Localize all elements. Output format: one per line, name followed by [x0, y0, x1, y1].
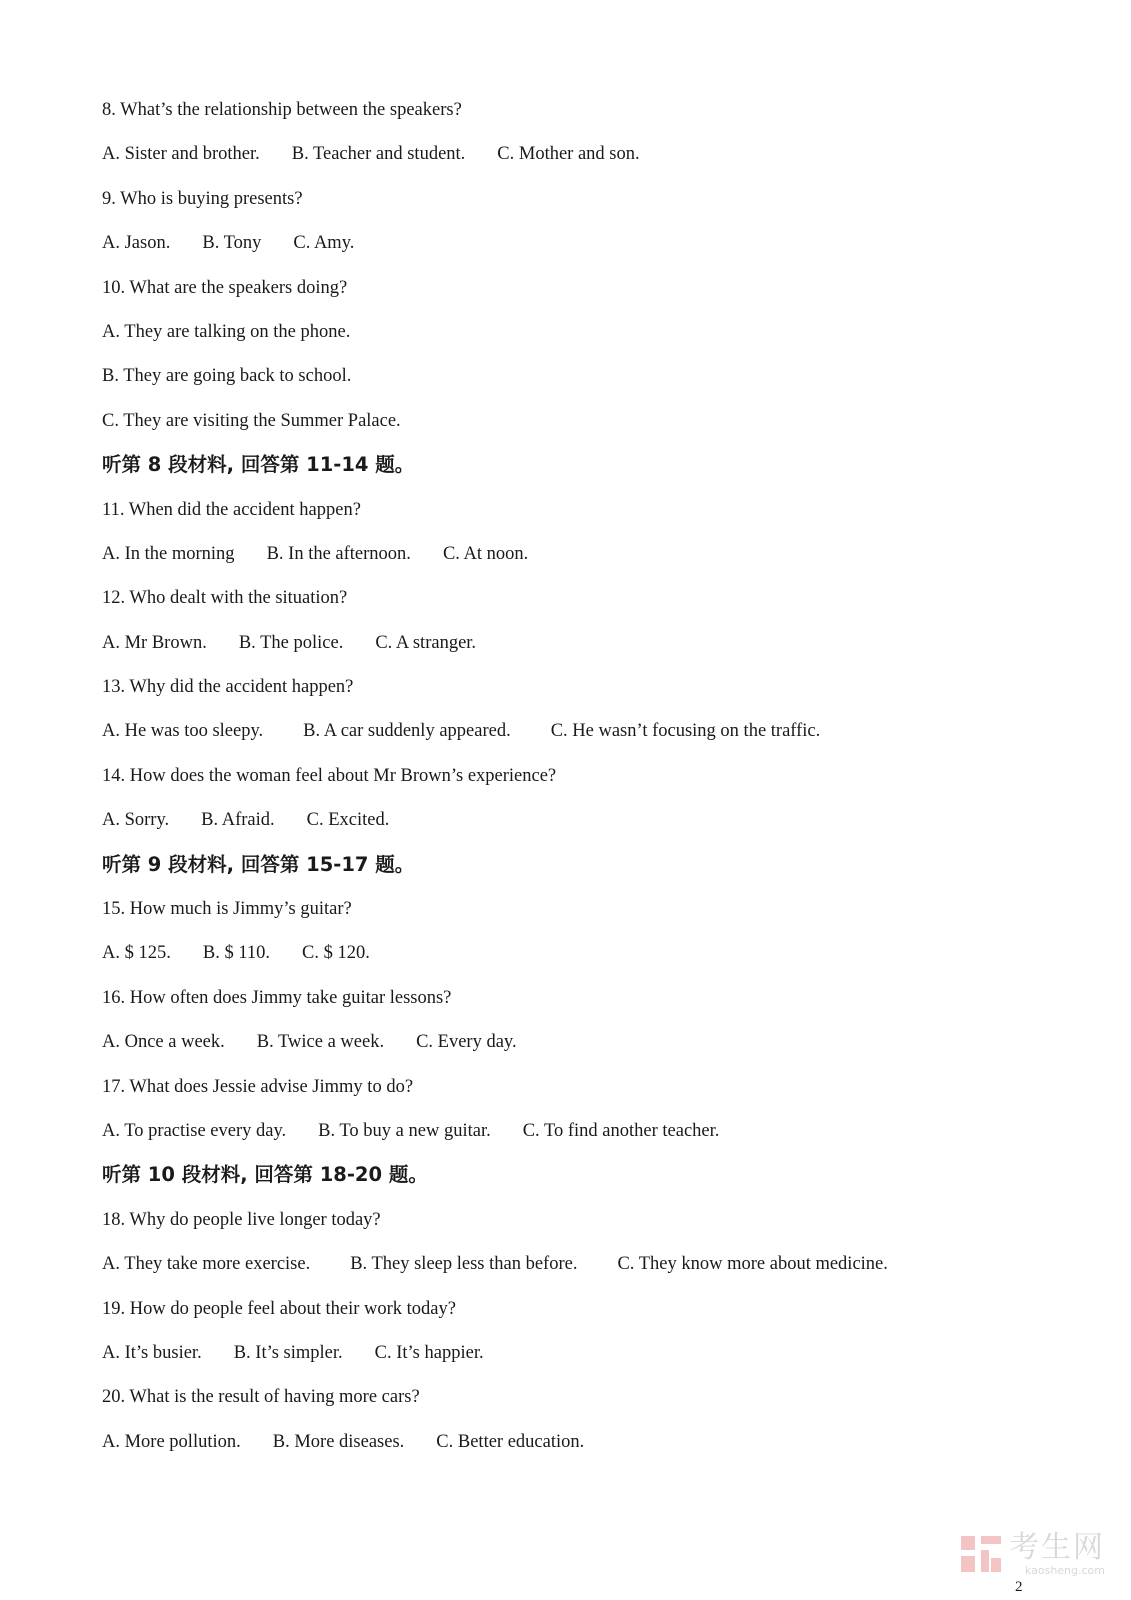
option-choice: A. $ 125. — [102, 943, 171, 964]
option-choice: B. In the afternoon. — [266, 543, 411, 564]
section-heading: 听第 9 段材料, 回答第 15-17 题。 — [102, 852, 415, 876]
option-choice: A. They take more exercise. — [102, 1254, 311, 1275]
page-number: 2 — [1015, 1579, 1023, 1595]
option-row — [102, 1420, 1082, 1464]
question-line: 9. Who is buying presents? — [102, 188, 303, 209]
question-line: 10. What are the speakers doing? — [102, 277, 348, 298]
option-choice: A. Once a week. — [102, 1032, 225, 1053]
question-line: C. They are visiting the Summer Palace. — [102, 410, 401, 431]
watermark-text-cn: 考生网 — [1009, 1530, 1105, 1565]
question-list — [102, 88, 1082, 1464]
option-choice: B. It’s simpler. — [233, 1342, 343, 1363]
question-line: 14. How does the woman feel about Mr Brown’s experience? — [102, 765, 557, 786]
question-line: 20. What is the result of having more cars? — [102, 1387, 420, 1408]
option-row — [102, 1242, 1082, 1286]
option-choice: C. To find another teacher. — [522, 1120, 720, 1141]
option-choice: A. Sorry. — [102, 810, 170, 831]
option-row — [102, 709, 1082, 753]
option-row — [102, 931, 1082, 975]
option-choice: A. Sister and brother. — [102, 144, 260, 165]
question-line: 19. How do people feel about their work today? — [102, 1298, 456, 1319]
question-line: 11. When did the accident happen? — [102, 499, 361, 520]
option-choice: B. More diseases. — [272, 1431, 405, 1452]
option-choice: B. To buy a new guitar. — [318, 1120, 491, 1141]
option-choice: C. Better education. — [436, 1431, 585, 1452]
option-row — [102, 1331, 1082, 1375]
question-line: 13. Why did the accident happen? — [102, 677, 354, 698]
option-choice: B. Tony — [202, 233, 262, 254]
question-line: 8. What’s the relationship between the speakers? — [102, 100, 462, 120]
question-line: 12. Who dealt with the situation? — [102, 588, 348, 609]
option-choice: A. To practise every day. — [102, 1120, 287, 1141]
option-choice: A. Mr Brown. — [102, 632, 207, 653]
option-row — [102, 621, 1082, 665]
option-choice: A. In the morning — [102, 543, 235, 564]
question-line: 18. Why do people live longer today? — [102, 1209, 381, 1230]
section-heading: 听第 8 段材料, 回答第 11-14 题。 — [102, 453, 415, 477]
option-choice: C. Mother and son. — [497, 144, 640, 165]
option-row — [102, 532, 1082, 576]
question-line: 16. How often does Jimmy take guitar lessons? — [102, 987, 452, 1008]
option-choice: B. Twice a week. — [256, 1032, 385, 1053]
option-choice: A. More pollution. — [102, 1431, 241, 1452]
option-choice: C. He wasn’t focusing on the traffic. — [550, 721, 821, 742]
question-line: A. They are talking on the phone. — [102, 321, 351, 342]
option-choice: B. Teacher and student. — [291, 144, 466, 165]
option-row — [102, 132, 1082, 176]
option-row — [102, 798, 1082, 842]
option-choice: C. At noon. — [442, 543, 529, 564]
option-choice: B. A car suddenly appeared. — [303, 721, 511, 742]
option-choice: B. They sleep less than before. — [350, 1254, 578, 1275]
option-choice: A. It’s busier. — [102, 1342, 202, 1363]
option-row — [102, 221, 1082, 265]
watermark-text-en: kaosheng.com — [1024, 1564, 1105, 1577]
option-choice: C. Every day. — [416, 1032, 517, 1053]
option-choice: C. Amy. — [293, 233, 355, 254]
option-choice: C. It’s happier. — [374, 1342, 484, 1363]
option-row — [102, 1020, 1082, 1064]
option-choice: B. Afraid. — [201, 810, 275, 831]
section-heading: 听第 10 段材料, 回答第 18-20 题。 — [102, 1163, 428, 1187]
option-choice: B. $ 110. — [202, 943, 271, 964]
watermark — [959, 1532, 1105, 1577]
option-choice: B. The police. — [238, 632, 344, 653]
option-choice: C. They know more about medicine. — [617, 1254, 888, 1275]
option-choice: A. Jason. — [102, 233, 171, 254]
option-choice: C. $ 120. — [302, 943, 370, 964]
option-choice: C. A stranger. — [375, 632, 477, 653]
question-line: 15. How much is Jimmy’s guitar? — [102, 899, 352, 920]
question-line: B. They are going back to school. — [102, 366, 352, 387]
option-choice: C. Excited. — [306, 810, 390, 831]
kaosheng-logo-icon — [959, 1532, 1003, 1576]
option-choice: A. He was too sleepy. — [102, 721, 264, 742]
option-row — [102, 1109, 1082, 1153]
question-line: 17. What does Jessie advise Jimmy to do? — [102, 1076, 414, 1097]
